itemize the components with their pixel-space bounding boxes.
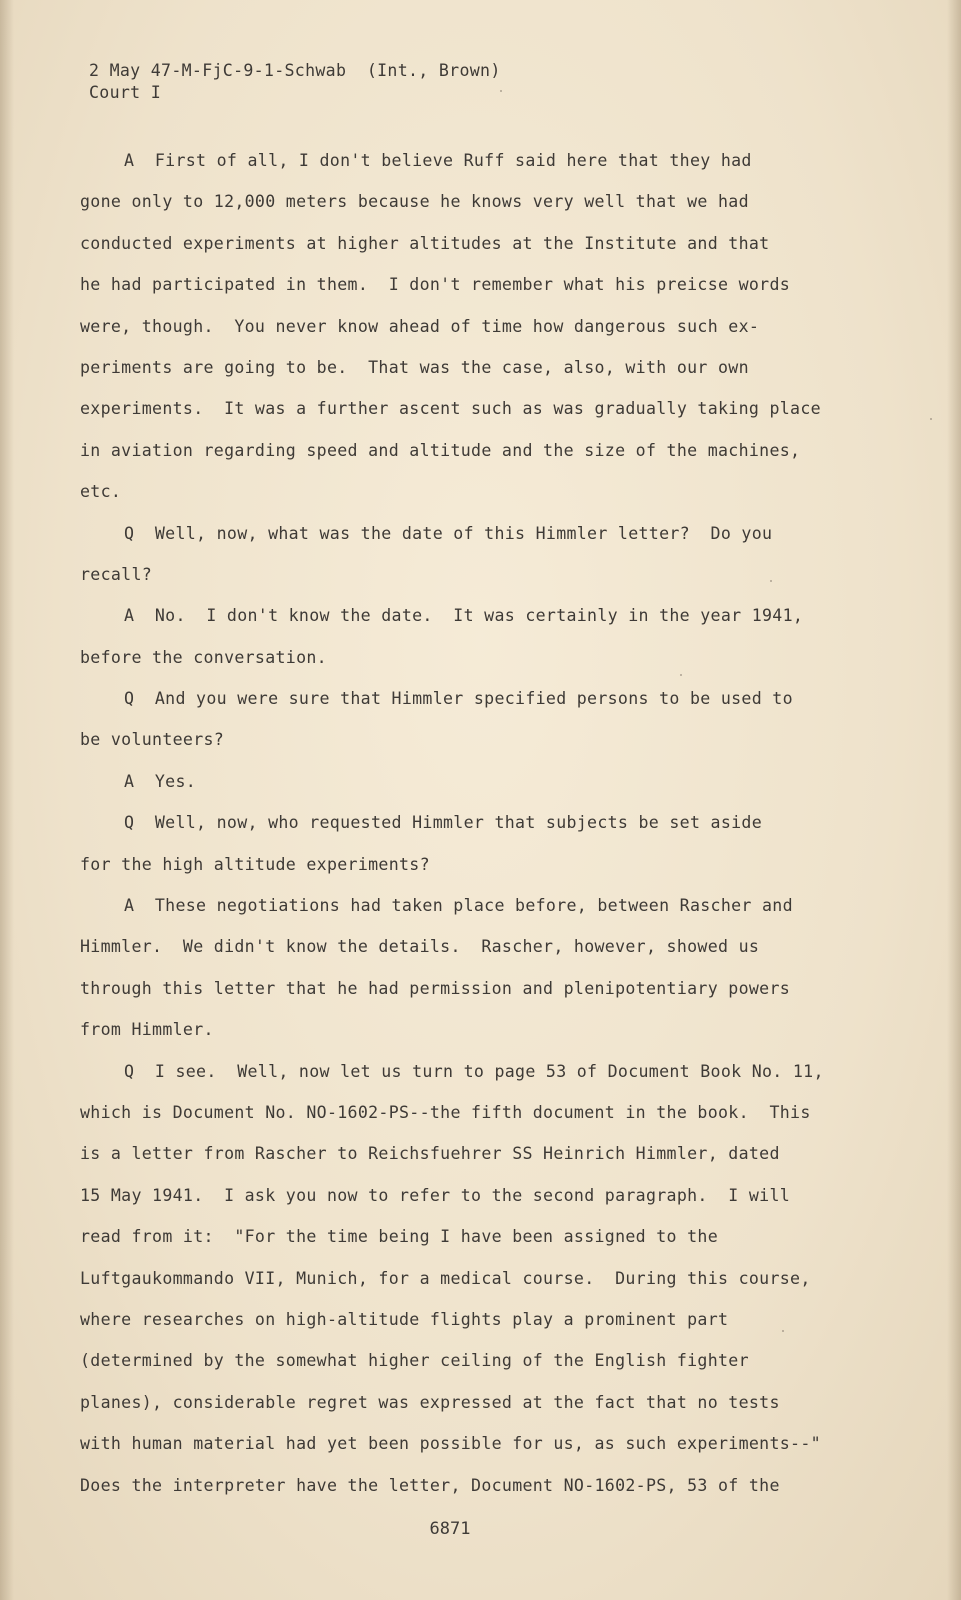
transcript-line: recall?	[80, 564, 153, 584]
transcript-line: is a letter from Rascher to Reichsfuehrer SS Heinrich Himmler, dated	[80, 1144, 780, 1164]
transcript-line: were, though. You never know ahead of time how dangerous such ex-	[80, 316, 760, 336]
transcript-line: A These negotiations had taken place before, between Rascher and	[124, 896, 793, 916]
page-edge-right	[947, 0, 961, 1600]
transcript-line: periments are going to be. That was the case, also, with our own	[80, 357, 749, 377]
transcript-line: which is Document No. NO-1602-PS--the fifth document in the book. This	[80, 1102, 811, 1122]
transcript-line: from Himmler.	[80, 1020, 214, 1040]
transcript-line: planes), considerable regret was expressed at the fact that no tests	[80, 1392, 780, 1412]
transcript-line: read from it: "For the time being I have been assigned to the	[80, 1227, 718, 1247]
page-number: 6871	[429, 1519, 471, 1539]
transcript-line: in aviation regarding speed and altitude and the size of the machines,	[80, 440, 801, 460]
document-header	[89, 60, 501, 104]
transcript-line: 15 May 1941. I ask you now to refer to the second paragraph. I will	[80, 1185, 791, 1205]
transcript-line: Q Well, now, what was the date of this Himmler letter? Do you	[124, 523, 773, 543]
transcript-line: conducted experiments at higher altitudes at the Institute and that	[80, 233, 770, 253]
transcript-line: where researches on high-altitude flights play a prominent part	[80, 1309, 729, 1329]
transcript-line: (determined by the somewhat higher ceiling of the English fighter	[80, 1351, 749, 1371]
transcript-line: for the high altitude experiments?	[80, 854, 430, 874]
transcript-line: A First of all, I don't believe Ruff said here that they had	[124, 151, 752, 170]
transcript-line: A Yes.	[124, 771, 197, 791]
transcript-line: Q Well, now, who requested Himmler that subjects be set aside	[124, 813, 762, 833]
transcript-line: with human material had yet been possible for us, as such experiments--"	[80, 1434, 821, 1454]
header-reference-line: 2 May 47-M-FjC-9-1-Schwab (Int., Brown)	[89, 61, 501, 80]
transcript-line: he had participated in them. I don't remember what his preicse words	[80, 275, 791, 295]
transcript-line: gone only to 12,000 meters because he knows very well that we had	[80, 192, 749, 212]
transcript-line: Himmler. We didn't know the details. Rascher, however, showed us	[80, 937, 760, 957]
transcript-body	[80, 140, 850, 1506]
transcript-line: Does the interpreter have the letter, Document NO-1602-PS, 53 of the	[80, 1475, 780, 1495]
page-edge-left	[0, 0, 14, 1600]
transcript-line: Luftgaukommando VII, Munich, for a medical course. During this course,	[80, 1268, 811, 1288]
transcript-line: through this letter that he had permission and plenipotentiary powers	[80, 978, 791, 998]
transcript-line: etc.	[80, 482, 122, 502]
transcript-line: be volunteers?	[80, 730, 225, 750]
transcript-line: A No. I don't know the date. It was certainly in the year 1941,	[124, 606, 804, 626]
header-court-line: Court I	[89, 83, 162, 102]
transcript-line: Q I see. Well, now let us turn to page 53 of Document Book No. 11,	[124, 1061, 824, 1081]
transcript-line: before the conversation.	[80, 647, 327, 667]
transcript-line: experiments. It was a further ascent such as was gradually taking place	[80, 399, 821, 419]
transcript-line: Q And you were sure that Himmler specified persons to be used to	[124, 689, 793, 709]
